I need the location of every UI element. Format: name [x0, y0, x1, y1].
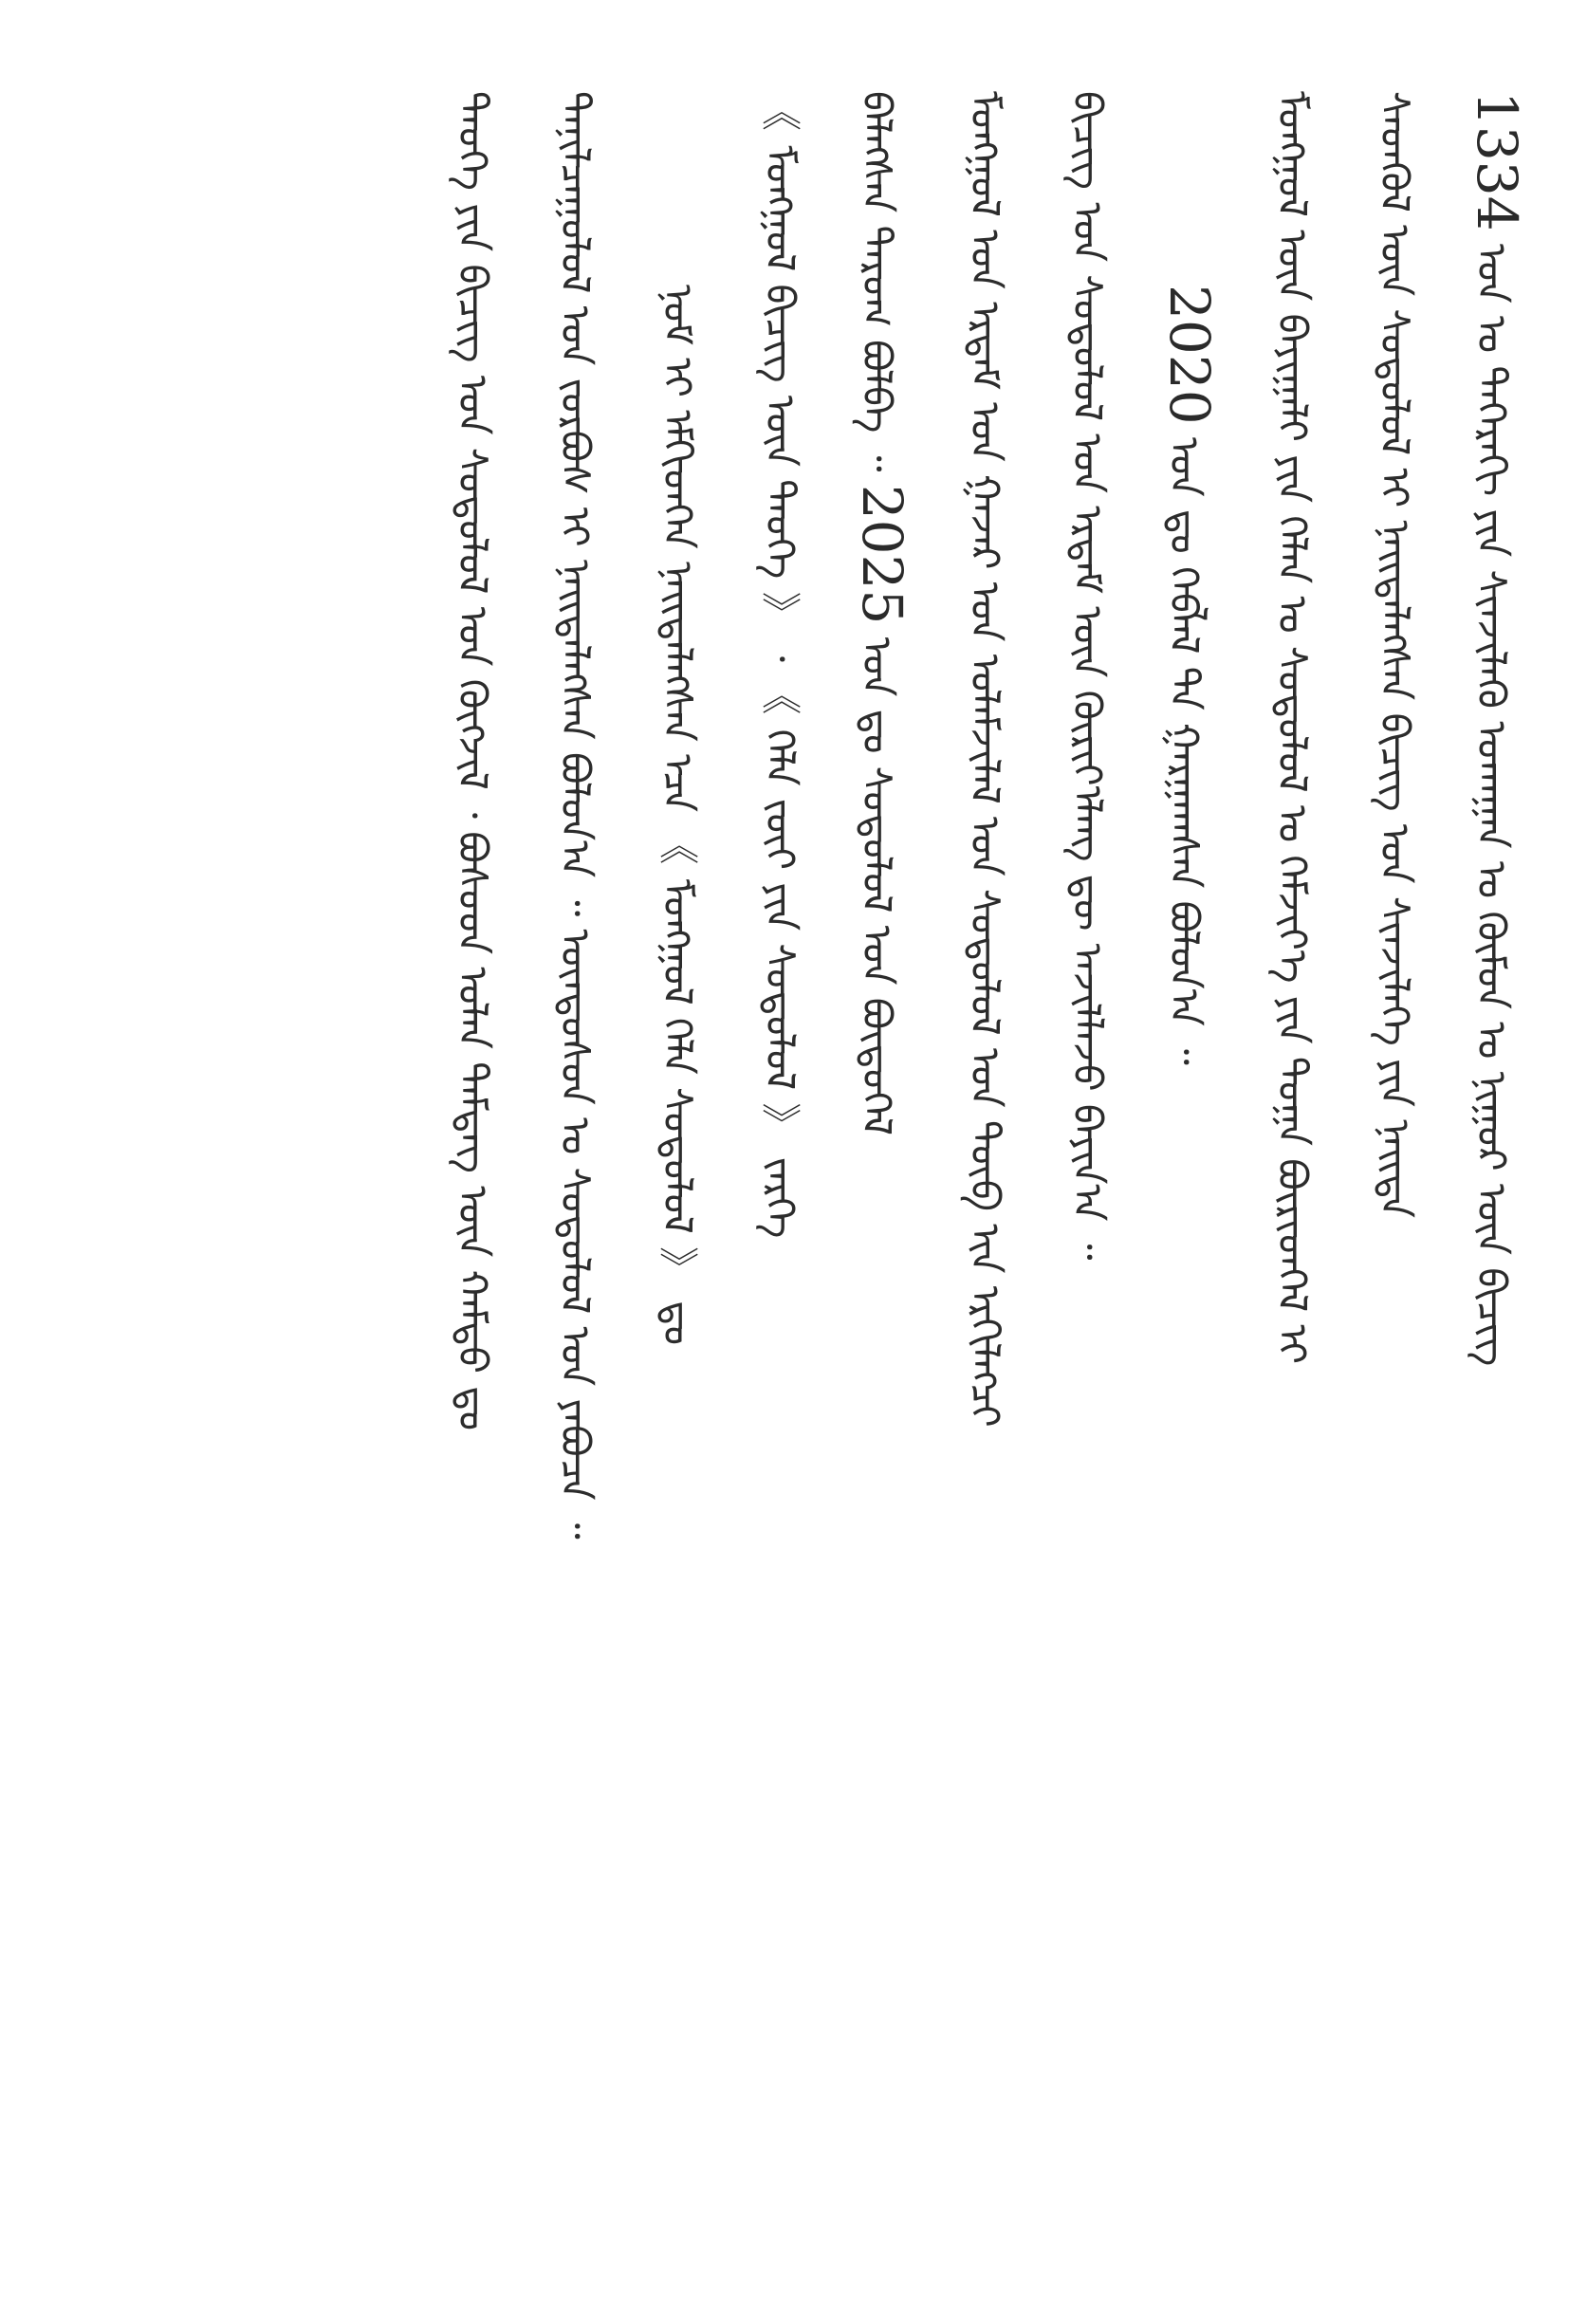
text-run: 《 ᠮᠣᠩᠭᠣᠯ ᠪᠢᠴᠢᠭ ᠦᠨ ᠲᠡᠦᠬᠡ 》 ᠂ 《 ᠬᠡᠯᠡ ᠵᠦᠢ ᠶᠢᠨ ᠰᠤᠳᠤᠯᠤᠯ 》 ᠵᠡᠷᠭᠡ — [757, 91, 803, 1239]
text-line — [546, 91, 603, 2130]
text-line — [751, 91, 808, 2130]
year-number: 2025 — [850, 484, 914, 625]
text-run: ᠪᠢᠴᠢᠭ ᠤᠨ ᠰᠤᠳᠤᠯᠤᠯ ᠤᠨ ᠡᠷᠳᠡᠮ ᠦᠨ ᠬᠦᠷᠢᠶ᠎ᠡᠯᠡᠩ ᠳᠦ ᠠᠵᠢᠯᠯᠠᠵᠤ ᠪᠠᠶᠢᠨ᠎ᠠ ᠃ — [1064, 91, 1111, 1261]
text-line — [956, 91, 1013, 2130]
text-line — [649, 285, 706, 2324]
text-run: ᠲᠡᠦᠬᠡ ᠶᠢᠨ ᠪᠢᠴᠢᠭ ᠤᠨ ᠰᠤᠳᠤᠯᠤᠯ ᠤᠨ ᠬᠥᠭᠵᠢᠯ ᠂ ᠪᠤᠰᠤᠳ ᠣᠯᠠᠨ ᠲᠡᠮᠳᠡᠭ ᠦᠨ ᠬᠠᠮᠲᠤ ᠳᠤ — [450, 91, 496, 1431]
text-line — [850, 91, 914, 2130]
text-run: ᠪᠡᠯᠡᠭᠰᠡᠨ ᠲᠠᠷᠤᠭ ᠪᠣᠯᠪᠠ ᠃ — [854, 91, 900, 485]
text-run: ᠮᠣᠩᠭᠣᠯ ᠦᠨ ᠪᠠᠶᠢᠭᠠᠯᠢ ᠶᠢᠨ ᠬᠡᠯᠡᠨ ᠤ ᠰᠤᠳᠤᠯᠤᠯ ᠤ ᠬᠡᠮᠵᠢᠶ᠎ᠡ ᠶᠢᠨ ᠲᠣᠭᠠ ᠪᠦᠷᠢᠳᠭᠡᠯ ᠢ — [1269, 91, 1316, 1365]
text-line — [1366, 91, 1423, 2130]
text-run: ᠮᠣᠩᠭᠣᠯ ᠤᠨ ᠡᠷᠳᠡᠮ ᠤᠨ ᠭᠠᠵᠠᠷ ᠤᠨ ᠤᠯᠠᠮᠵᠢᠯᠠᠯ ᠤᠨ ᠰᠤᠳᠤᠯᠤᠯ ᠤᠨ ᠲᠥᠪ ᠢᠨ ᠡᠷᠬᠢᠯᠡᠭᠴᠢ — [962, 91, 1008, 1428]
text-line — [1465, 91, 1529, 2130]
text-run: ᠣᠨ ᠳᠤ ᠰᠤᠳᠤᠯᠤᠯ ᠤᠨ ᠪᠦᠲᠦᠭᠡᠯ — [854, 624, 900, 1136]
text-run: ᠤᠨ ᠤ ᠳᠡᠭᠡᠷᠡᠬᠢ ᠶᠢᠨ ᠰᠢᠨᠵᠢᠯᠡᠬᠦ ᠤᠬᠠᠭᠠᠨ ᠤ ᠬᠦᠮᠦᠨ ᠤ ᠨᠢᠭᠤᠷ ᠦᠨ ᠪᠢᠴᠢᠭ — [1468, 231, 1515, 1367]
text-line — [1059, 91, 1116, 2130]
text-run: ᠰᠡᠳᠬᠦᠯ ᠦᠨ ᠰᠤᠳᠤᠯᠤᠯ ᠢ ᠨᠡᠢᠳᠡᠯᠡᠭᠰᠡᠨ ᠪᠢᠴᠢᠭ ᠤᠨ ᠰᠢᠨᠵᠢᠯᠡᠭᠡ ᠶᠢᠨ ᠨᠡᠢᠲᠡ — [1372, 91, 1418, 1219]
text-line — [1264, 91, 1320, 2130]
text-line — [1157, 285, 1222, 2324]
text-run: ᠨᠣᠮ ᠢ ᠡᠮᠬᠢᠳᠭᠡᠨ ᠨᠡᠢᠲᠡᠯᠡᠭᠰᠡᠨ ᠡᠴᠡ 《 ᠮᠣᠩᠭᠣᠯ ᠬᠡᠯᠡ ᠰᠤᠳᠤᠯᠤᠯ 》 ᠳᠤ — [655, 285, 701, 1346]
year-number: 2020 — [1157, 285, 1222, 425]
text-run: ᠲᠠᠨᠢᠯᠴᠠᠭᠤᠯᠤᠯ ᠤᠨ ᠵᠤᠷᠪᠤᠰ ᠢ ᠨᠡᠢᠳᠡᠯᠡᠭᠰᠡᠨ ᠪᠣᠯᠤᠨ᠎ᠠ ᠃ ᠦᠨᠳᠦᠰᠦᠨ ᠤ ᠰᠤᠳᠤᠯᠤᠯ ᠤᠨ ᠶᠠᠪᠤᠴᠠ ᠃ — [552, 91, 599, 1540]
text-line — [444, 91, 501, 2130]
page-number: 1334 — [1465, 91, 1529, 231]
text-run: ᠣᠨ ᠳᠤ ᠬᠡᠪᠯᠡᠯ ᠲᠡ ᠭᠠᠷᠭᠠᠭᠰᠠᠨ ᠪᠣᠯᠤᠨ᠎ᠠ ᠃ — [1161, 424, 1208, 1065]
